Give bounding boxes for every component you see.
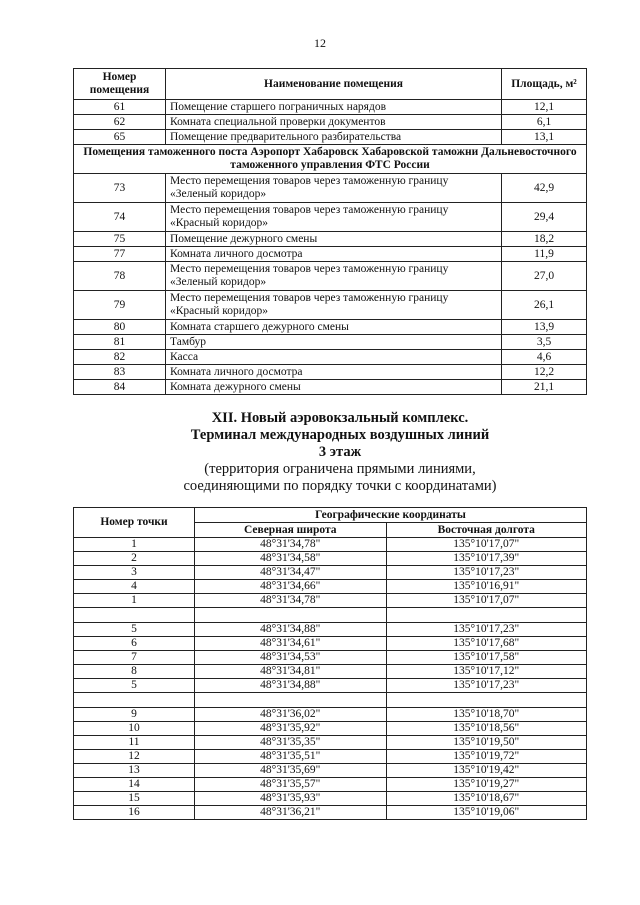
empty-cell (195, 608, 387, 623)
header-room-number: Номер помещения (74, 69, 166, 100)
coord-row (74, 552, 587, 566)
room-row (74, 100, 587, 115)
coord-row (74, 623, 587, 637)
point-number: 13 (74, 764, 195, 778)
section-heading-line3: 3 этаж (318, 444, 362, 460)
room-name: Помещение старшего пограничных нарядов (166, 100, 502, 115)
point-number: 4 (74, 580, 195, 594)
point-number: 6 (74, 637, 195, 651)
coord-row (74, 665, 587, 679)
point-number: 15 (74, 792, 195, 806)
room-name: Комната личного досмотра (166, 365, 502, 380)
point-latitude: 48°31'34,66" (195, 580, 387, 594)
room-number: 73 (74, 174, 166, 203)
room-area: 13,9 (502, 320, 587, 335)
room-name: Комната специальной проверки документов (166, 115, 502, 130)
point-longitude: 135°10'17,68" (386, 637, 587, 651)
empty-cell (74, 693, 195, 708)
header-latitude: Северная широта (195, 523, 387, 538)
point-longitude: 135°10'19,50" (386, 736, 587, 750)
point-latitude: 48°31'34,88" (195, 679, 387, 693)
group-separator-row (74, 608, 587, 623)
point-longitude: 135°10'17,23" (386, 679, 587, 693)
header-point-number: Номер точки (74, 508, 195, 538)
point-latitude: 48°31'35,92" (195, 722, 387, 736)
room-name: Место перемещения товаров через таможенную границу «Зеленый коридор» (166, 262, 502, 291)
point-latitude: 48°31'34,81" (195, 665, 387, 679)
room-name: Комната старшего дежурного смены (166, 320, 502, 335)
coords-body (74, 538, 587, 820)
room-name: Комната личного досмотра (166, 247, 502, 262)
room-number: 79 (74, 291, 166, 320)
point-longitude: 135°10'17,07" (386, 594, 587, 608)
coord-row (74, 806, 587, 820)
section-row (74, 145, 587, 174)
point-longitude: 135°10'19,42" (386, 764, 587, 778)
header-room-area: Площадь, м² (502, 69, 587, 100)
room-area: 13,1 (502, 130, 587, 145)
point-longitude: 135°10'18,70" (386, 708, 587, 722)
coord-row (74, 736, 587, 750)
room-row (74, 365, 587, 380)
room-area: 27,0 (502, 262, 587, 291)
room-number: 75 (74, 232, 166, 247)
room-row (74, 174, 587, 203)
room-number: 61 (74, 100, 166, 115)
empty-cell (386, 608, 587, 623)
page-number: 12 (314, 36, 326, 50)
room-number: 80 (74, 320, 166, 335)
room-area: 18,2 (502, 232, 587, 247)
rooms-table-header (74, 69, 587, 100)
room-number: 78 (74, 262, 166, 291)
point-latitude: 48°31'36,21" (195, 806, 387, 820)
header-geo-coords: Географические координаты (195, 508, 587, 523)
point-number: 5 (74, 679, 195, 693)
point-longitude: 135°10'17,39" (386, 552, 587, 566)
room-number: 74 (74, 203, 166, 232)
room-area: 11,9 (502, 247, 587, 262)
section-heading-line5: соединяющими по порядку точки с координатами) (183, 478, 497, 494)
point-longitude: 135°10'18,56" (386, 722, 587, 736)
room-number: 62 (74, 115, 166, 130)
point-longitude: 135°10'18,67" (386, 792, 587, 806)
point-latitude: 48°31'35,93" (195, 792, 387, 806)
room-area: 3,5 (502, 335, 587, 350)
point-latitude: 48°31'34,53" (195, 651, 387, 665)
group-separator-row (74, 693, 587, 708)
point-number: 1 (74, 538, 195, 552)
room-row (74, 335, 587, 350)
point-number: 10 (74, 722, 195, 736)
room-area: 21,1 (502, 380, 587, 395)
point-longitude: 135°10'17,58" (386, 651, 587, 665)
point-latitude: 48°31'36,02" (195, 708, 387, 722)
room-area: 12,1 (502, 100, 587, 115)
point-longitude: 135°10'17,12" (386, 665, 587, 679)
empty-cell (195, 693, 387, 708)
point-number: 14 (74, 778, 195, 792)
room-area: 12,2 (502, 365, 587, 380)
coord-row (74, 580, 587, 594)
coord-row (74, 722, 587, 736)
rooms-body-bottom (74, 174, 587, 395)
coord-row (74, 750, 587, 764)
point-number: 11 (74, 736, 195, 750)
point-latitude: 48°31'34,47" (195, 566, 387, 580)
point-longitude: 135°10'19,06" (386, 806, 587, 820)
empty-cell (74, 608, 195, 623)
section-title: Помещения таможенного поста Аэропорт Хабаровск Хабаровской таможни Дальневосточного таможенного управления ФТС России (74, 145, 587, 174)
room-name: Место перемещения товаров через таможенную границу «Красный коридор» (166, 291, 502, 320)
point-latitude: 48°31'34,88" (195, 623, 387, 637)
coord-row (74, 594, 587, 608)
room-row (74, 232, 587, 247)
point-longitude: 135°10'17,23" (386, 566, 587, 580)
point-number: 5 (74, 623, 195, 637)
point-number: 12 (74, 750, 195, 764)
room-number: 81 (74, 335, 166, 350)
room-row (74, 291, 587, 320)
empty-cell (386, 693, 587, 708)
point-number: 7 (74, 651, 195, 665)
room-row (74, 203, 587, 232)
coord-row (74, 792, 587, 806)
coord-row (74, 708, 587, 722)
room-area: 26,1 (502, 291, 587, 320)
room-row (74, 320, 587, 335)
room-area: 42,9 (502, 174, 587, 203)
point-latitude: 48°31'35,51" (195, 750, 387, 764)
point-longitude: 135°10'19,72" (386, 750, 587, 764)
room-name: Место перемещения товаров через таможенную границу «Зеленый коридор» (166, 174, 502, 203)
room-row (74, 130, 587, 145)
room-name: Касса (166, 350, 502, 365)
room-area: 6,1 (502, 115, 587, 130)
point-latitude: 48°31'34,78" (195, 594, 387, 608)
rooms-table (73, 68, 587, 395)
room-name: Помещение дежурного смены (166, 232, 502, 247)
coord-row (74, 538, 587, 552)
section-heading-line2: Терминал международных воздушных линий (190, 427, 490, 443)
point-number: 2 (74, 552, 195, 566)
point-number: 1 (74, 594, 195, 608)
room-name: Место перемещения товаров через таможенную границу «Красный коридор» (166, 203, 502, 232)
header-room-name: Наименование помещения (166, 69, 502, 100)
coord-row (74, 566, 587, 580)
room-row (74, 262, 587, 291)
room-number: 77 (74, 247, 166, 262)
rooms-body-top (74, 100, 587, 145)
point-number: 16 (74, 806, 195, 820)
point-latitude: 48°31'35,69" (195, 764, 387, 778)
point-longitude: 135°10'16,91" (386, 580, 587, 594)
room-name: Помещение предварительного разбирательства (166, 130, 502, 145)
coord-row (74, 778, 587, 792)
room-row (74, 380, 587, 395)
coords-table (73, 507, 587, 820)
coord-row (74, 679, 587, 693)
point-latitude: 48°31'35,35" (195, 736, 387, 750)
point-number: 9 (74, 708, 195, 722)
point-longitude: 135°10'17,23" (386, 623, 587, 637)
point-number: 3 (74, 566, 195, 580)
coord-row (74, 637, 587, 651)
point-number: 8 (74, 665, 195, 679)
room-area: 29,4 (502, 203, 587, 232)
coord-row (74, 651, 587, 665)
coord-row (74, 764, 587, 778)
header-longitude: Восточная долгота (386, 523, 587, 538)
room-area: 4,6 (502, 350, 587, 365)
room-name: Тамбур (166, 335, 502, 350)
room-number: 82 (74, 350, 166, 365)
room-number: 83 (74, 365, 166, 380)
room-row (74, 247, 587, 262)
point-latitude: 48°31'34,61" (195, 637, 387, 651)
room-row (74, 115, 587, 130)
point-latitude: 48°31'34,78" (195, 538, 387, 552)
coords-table-header-row1 (74, 508, 587, 523)
section-heading-line4: (территория ограничена прямыми линиями, (204, 461, 476, 477)
room-name: Комната дежурного смены (166, 380, 502, 395)
room-row (74, 350, 587, 365)
point-longitude: 135°10'17,07" (386, 538, 587, 552)
room-number: 65 (74, 130, 166, 145)
room-number: 84 (74, 380, 166, 395)
point-longitude: 135°10'19,27" (386, 778, 587, 792)
section-heading-line1: XII. Новый аэровокзальный комплекс. (211, 410, 469, 426)
point-latitude: 48°31'34,58" (195, 552, 387, 566)
point-latitude: 48°31'35,57" (195, 778, 387, 792)
